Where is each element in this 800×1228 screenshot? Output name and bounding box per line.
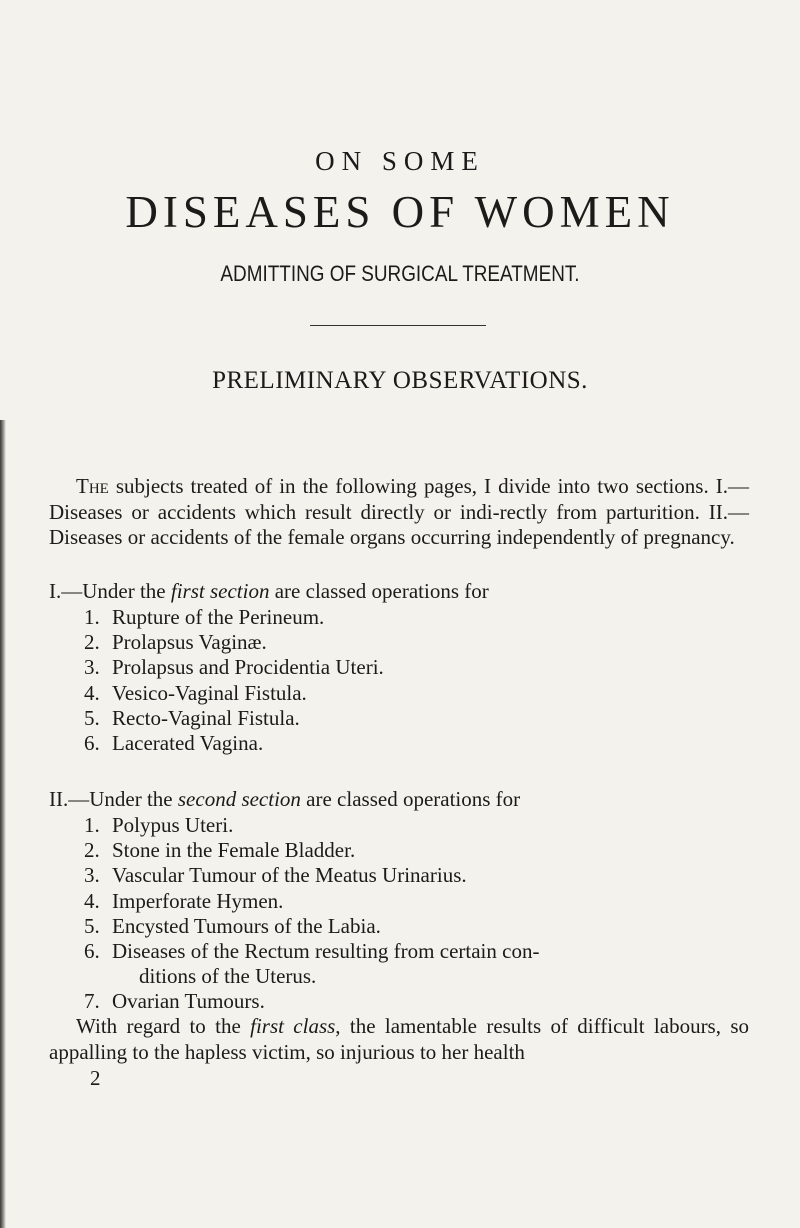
list-item-text: Diseases of the Rectum resulting from certain con- [112, 939, 540, 964]
closing-suffix: , the lamentable results of difficult labours, so appalling to the hapless victim, so injurious to her health [49, 1014, 749, 1064]
list-item [84, 706, 384, 731]
list-item [84, 630, 384, 655]
intro-paragraph [49, 474, 749, 551]
section-one-prefix: I.—Under the [49, 579, 171, 603]
list-item [84, 605, 384, 630]
intro-text: subjects treated of in the following pages, I divide into two sections. I.—Diseases or accidents which result directly or indi-rectly from parturition. II.—Diseases or accidents of the female organs occurring independently of pregnancy. [49, 474, 749, 549]
list-item-number: 7. [84, 989, 100, 1014]
section-one-list [84, 605, 384, 756]
list-item [84, 989, 539, 1014]
list-item [84, 655, 384, 680]
list-item-text: Recto-Vaginal Fistula. [112, 705, 300, 730]
list-item-text: Lacerated Vagina. [112, 731, 264, 756]
list-item-text: Vesico-Vaginal Fistula. [112, 680, 307, 705]
list-item-text: Ovarian Tumours. [112, 989, 265, 1014]
list-item-number: 3. [84, 863, 100, 888]
list-item-text: Vascular Tumour of the Meatus Urinarius. [112, 863, 467, 888]
list-item-text: Polypus Uteri. [112, 813, 234, 837]
list-item-number: 4. [84, 888, 100, 913]
list-item-text: Imperforate Hymen. [112, 888, 284, 913]
title-subtitle: ADMITTING OF SURGICAL TREATMENT. [220, 261, 580, 286]
title-top-line: ON SOME [315, 146, 485, 176]
list-item [84, 681, 384, 706]
list-item [84, 731, 384, 756]
list-item-number: 2. [84, 630, 100, 655]
closing-paragraph [49, 1014, 749, 1065]
list-item [84, 914, 539, 939]
closing-emphasis: first class [250, 1014, 336, 1038]
title-divider [310, 325, 486, 326]
list-item-number: 5. [84, 913, 100, 938]
list-item-number: 6. [84, 939, 100, 964]
list-item-number: 4. [84, 680, 100, 705]
list-item-number: 5. [84, 705, 100, 730]
list-item [84, 889, 539, 914]
list-item-number: 6. [84, 731, 100, 756]
list-item-number: 1. [84, 813, 100, 837]
section-heading: PRELIMINARY OBSERVATIONS. [212, 367, 588, 394]
list-item [84, 838, 539, 863]
signature-mark: 2 [90, 1066, 101, 1090]
list-item-number: 1. [84, 605, 100, 629]
section-two-suffix: are classed operations for [300, 787, 521, 811]
page-spine-edge [0, 420, 6, 1228]
list-item-text: Rupture of the Perineum. [112, 605, 325, 629]
section-one-emphasis: first section [170, 579, 270, 603]
closing-prefix: With regard to the [76, 1014, 251, 1038]
section-two-prefix: II.—Under the [49, 787, 178, 811]
intro-smallcaps-word: The [76, 474, 109, 498]
list-item-text: Prolapsus Vaginæ. [112, 630, 267, 655]
section-two-heading [49, 787, 520, 812]
list-item [84, 863, 539, 888]
list-item [84, 813, 539, 838]
list-item-text: Encysted Tumours of the Labia. [112, 913, 381, 938]
section-two-emphasis: second section [177, 787, 301, 811]
list-item-text: Stone in the Female Bladder. [112, 838, 356, 863]
list-item-number: 2. [84, 838, 100, 863]
list-item-continuation: ditions of the Uterus. [139, 964, 317, 989]
section-two-list [84, 813, 539, 1015]
page-title: DISEASES OF WOMEN [125, 187, 675, 237]
list-item [84, 939, 539, 989]
section-one-suffix: are classed operations for [269, 579, 489, 603]
list-item-number: 3. [84, 655, 100, 680]
list-item-text: Prolapsus and Procidentia Uteri. [112, 655, 384, 680]
section-one-heading [49, 579, 489, 604]
